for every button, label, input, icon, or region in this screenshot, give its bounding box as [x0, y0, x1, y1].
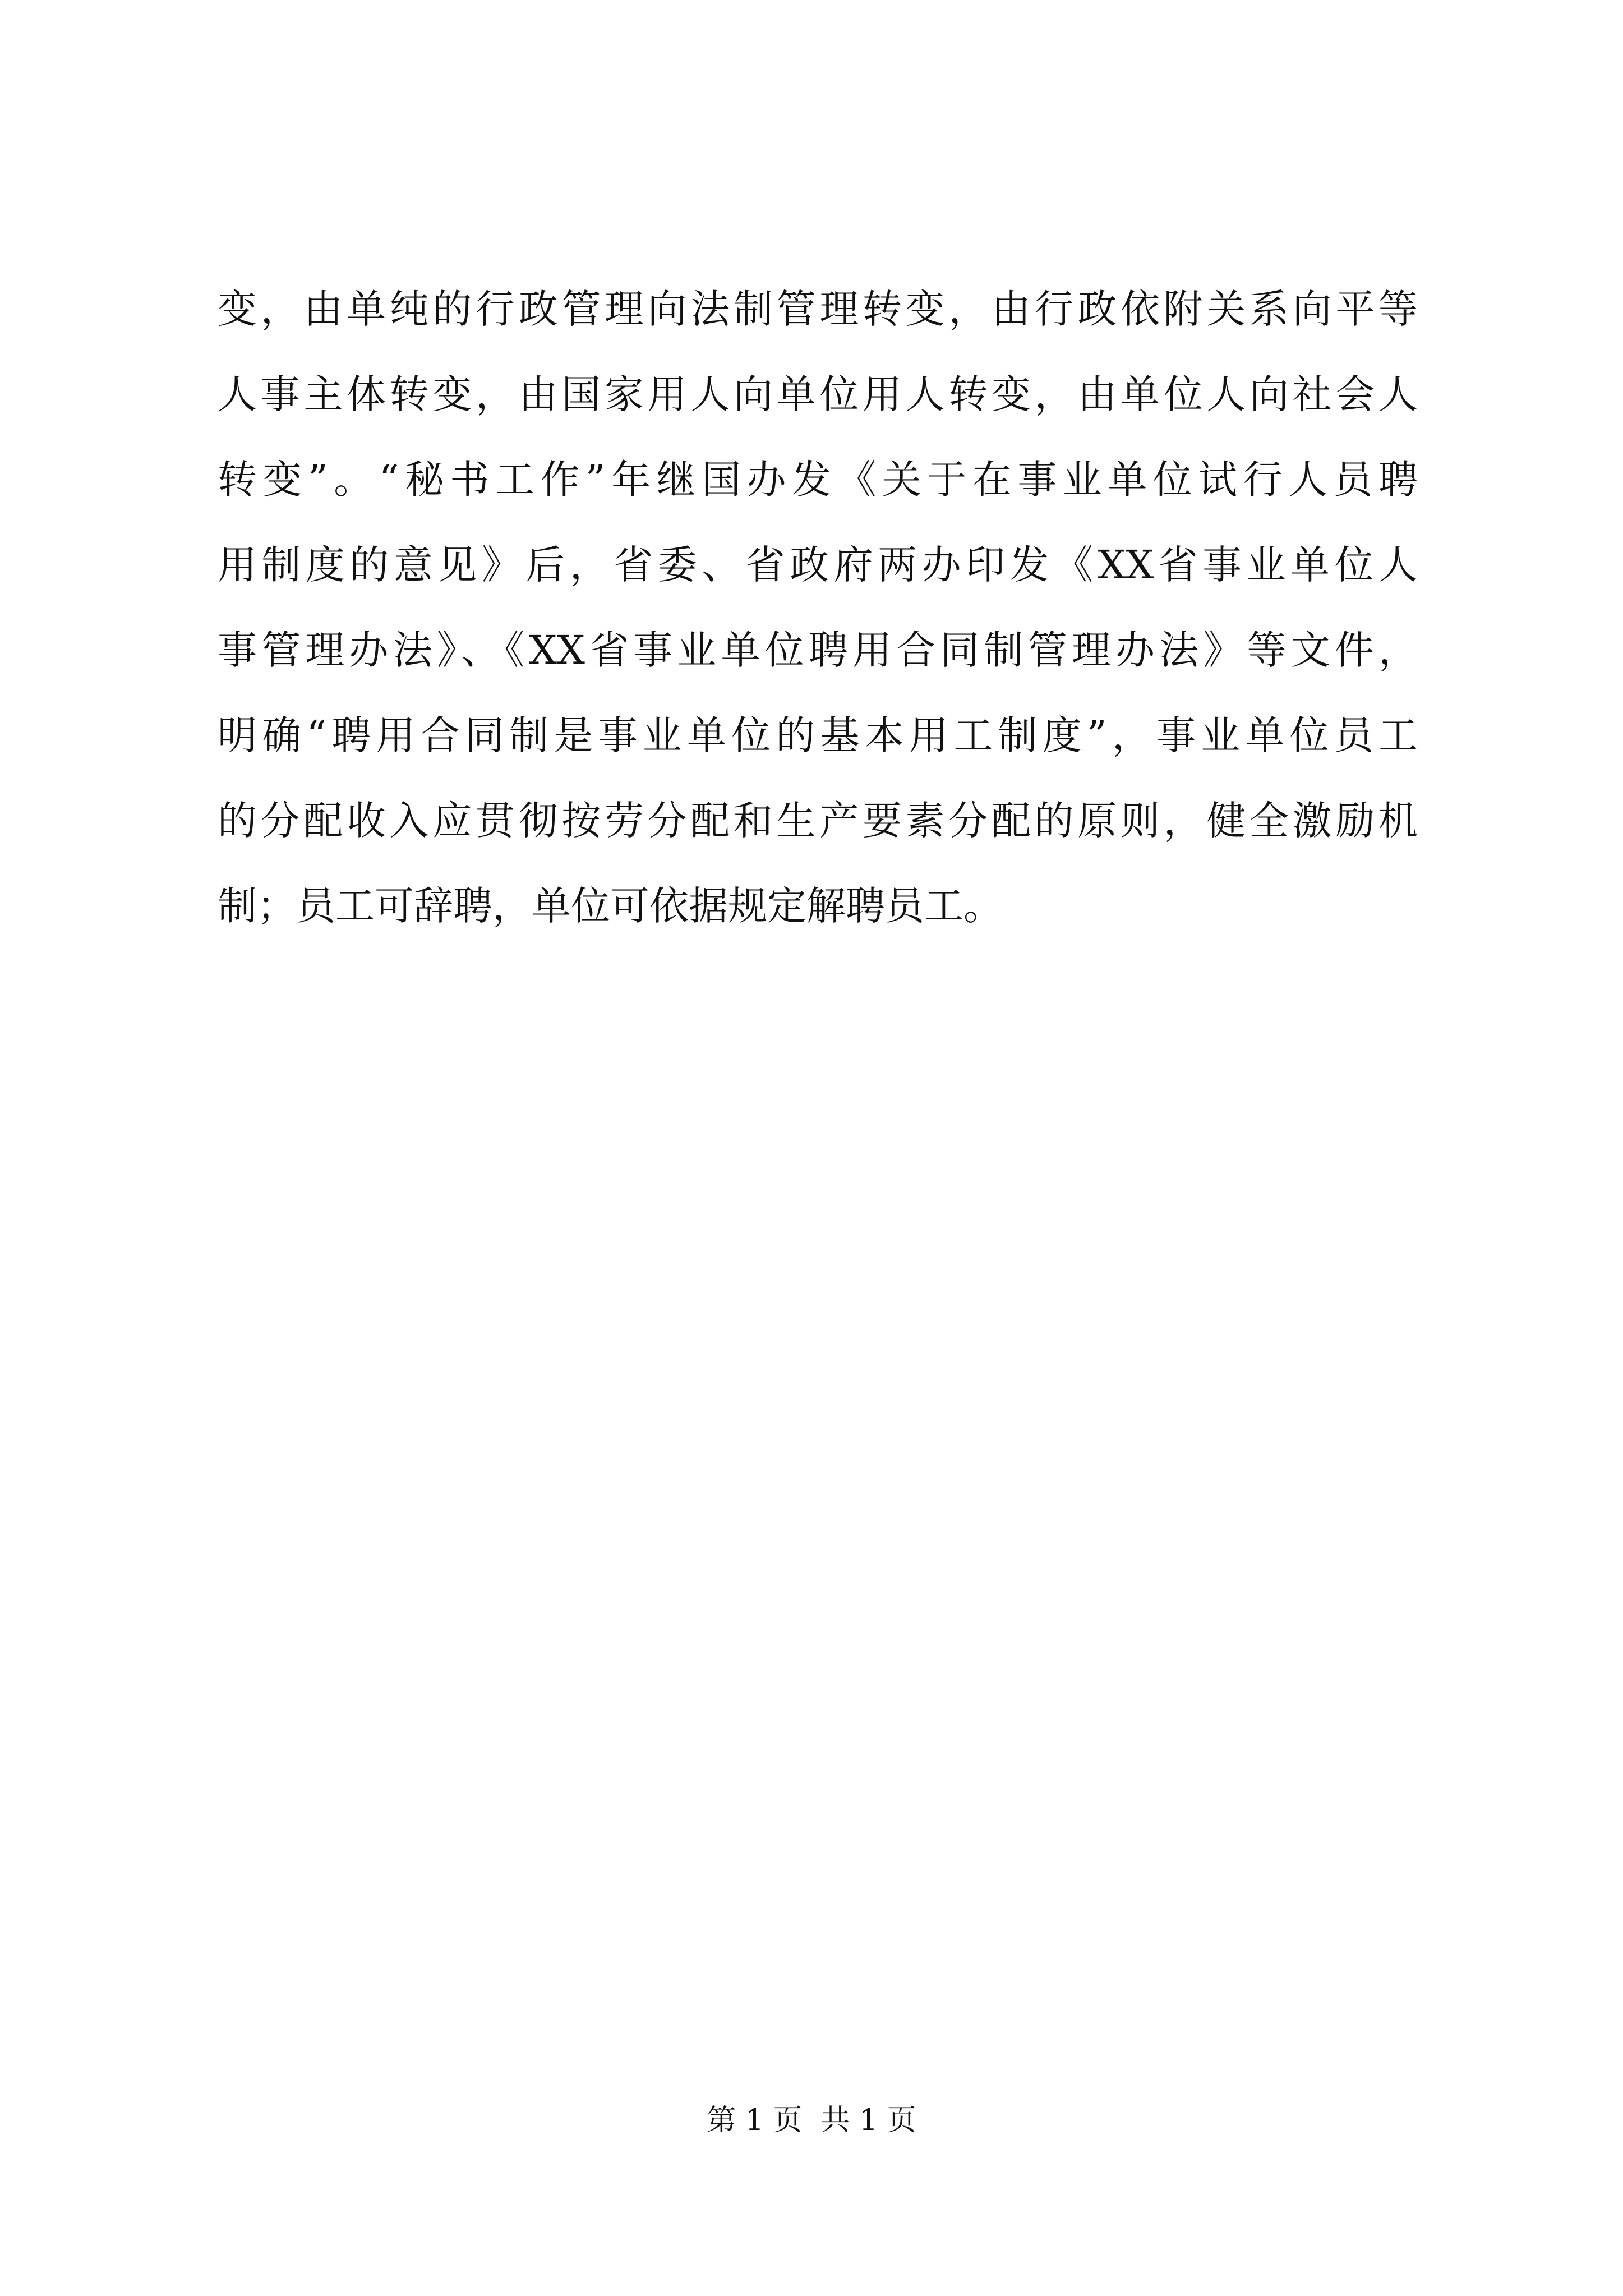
text-line: 明确“聘用合同制是事业单位的基本用工制度”，事业单位员工: [218, 712, 1418, 758]
text-line: 用制度的意见》后，省委、省政府两办印发《XX省事业单位人: [218, 542, 1418, 588]
text-line: 转变”。“秘书工作”年继国办发《关于在事业单位试行人员聘: [218, 457, 1418, 503]
body-paragraph: [218, 266, 1418, 949]
text-line: 人事主体转变，由国家用人向单位用人转变，由单位人向社会人: [218, 371, 1418, 417]
text-line: 变，由单纯的行政管理向法制管理转变，由行政依附关系向平等: [218, 286, 1418, 332]
page-number-footer: 第 1 页 共 1 页: [707, 2104, 916, 2137]
text-line: 制；员工可辞聘，单位可依据规定解聘员工。: [218, 883, 1003, 929]
text-line: 事管理办法》、《XX省事业单位聘用合同制管理办法》等文件，: [218, 627, 1418, 673]
text-line: 的分配收入应贯彻按劳分配和生产要素分配的原则，健全激励机: [218, 798, 1418, 844]
